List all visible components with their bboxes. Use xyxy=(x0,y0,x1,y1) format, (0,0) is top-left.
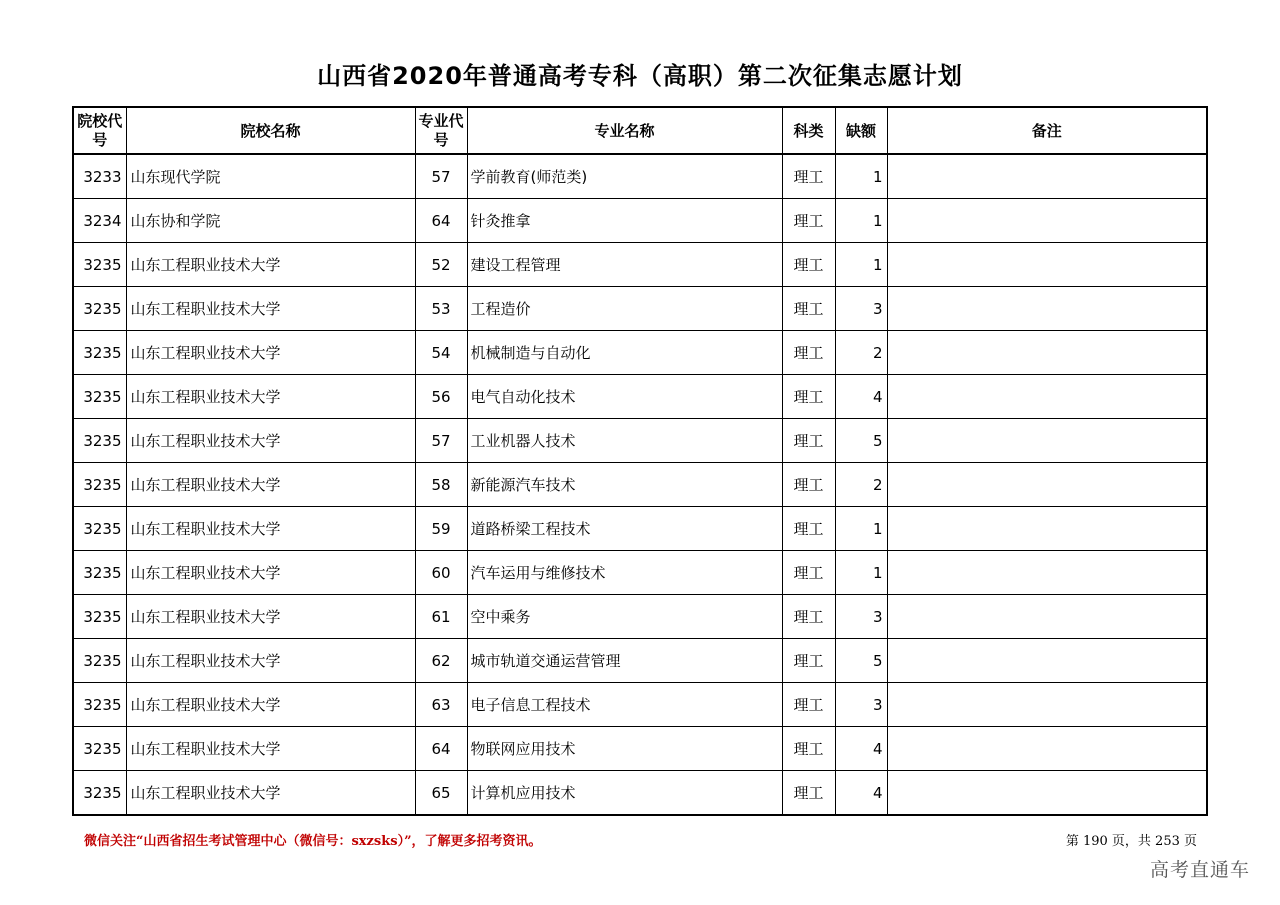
cell-note xyxy=(887,727,1207,771)
header-note: 备注 xyxy=(887,107,1207,154)
cell-school-name: 山东工程职业技术大学 xyxy=(126,507,415,551)
cell-major-name: 学前教育(师范类) xyxy=(467,154,782,199)
cell-school-name: 山东工程职业技术大学 xyxy=(126,595,415,639)
table-row xyxy=(73,375,1207,419)
table-row xyxy=(73,154,1207,199)
cell-quota: 4 xyxy=(835,375,887,419)
cell-school-code: 3235 xyxy=(73,639,126,683)
cell-quota: 3 xyxy=(835,287,887,331)
cell-category: 理工 xyxy=(782,375,835,419)
cell-major-code: 57 xyxy=(415,154,467,199)
cell-major-name: 建设工程管理 xyxy=(467,243,782,287)
cell-school-name: 山东工程职业技术大学 xyxy=(126,727,415,771)
cell-quota: 5 xyxy=(835,419,887,463)
cell-major-code: 54 xyxy=(415,331,467,375)
page-number: 第 190 页，共 253 页 xyxy=(1065,834,1197,849)
cell-school-name: 山东工程职业技术大学 xyxy=(126,419,415,463)
header-school-name: 院校名称 xyxy=(126,107,415,154)
cell-school-name: 山东协和学院 xyxy=(126,199,415,243)
table-header-row xyxy=(73,107,1207,154)
table-row xyxy=(73,463,1207,507)
cell-quota: 1 xyxy=(835,243,887,287)
cell-school-name: 山东现代学院 xyxy=(126,154,415,199)
page-title: 山西省2020年普通高考专科（高职）第二次征集志愿计划 xyxy=(317,62,963,90)
cell-category: 理工 xyxy=(782,595,835,639)
table-row xyxy=(73,419,1207,463)
cell-major-name: 工业机器人技术 xyxy=(467,419,782,463)
cell-school-code: 3235 xyxy=(73,243,126,287)
cell-major-code: 65 xyxy=(415,771,467,816)
cell-school-code: 3235 xyxy=(73,683,126,727)
cell-quota: 2 xyxy=(835,331,887,375)
cell-note xyxy=(887,331,1207,375)
cell-school-name: 山东工程职业技术大学 xyxy=(126,331,415,375)
cell-major-code: 58 xyxy=(415,463,467,507)
table-row xyxy=(73,595,1207,639)
table-row xyxy=(73,199,1207,243)
table-body xyxy=(73,154,1207,815)
table-row xyxy=(73,507,1207,551)
cell-note xyxy=(887,507,1207,551)
table-row xyxy=(73,683,1207,727)
cell-major-code: 62 xyxy=(415,639,467,683)
cell-school-name: 山东工程职业技术大学 xyxy=(126,771,415,816)
cell-school-code: 3235 xyxy=(73,331,126,375)
cell-school-name: 山东工程职业技术大学 xyxy=(126,375,415,419)
cell-school-code: 3235 xyxy=(73,507,126,551)
cell-note xyxy=(887,639,1207,683)
cell-major-name: 汽车运用与维修技术 xyxy=(467,551,782,595)
cell-note xyxy=(887,243,1207,287)
cell-quota: 4 xyxy=(835,771,887,816)
cell-category: 理工 xyxy=(782,463,835,507)
cell-note xyxy=(887,683,1207,727)
cell-note xyxy=(887,551,1207,595)
cell-note xyxy=(887,419,1207,463)
cell-major-name: 道路桥梁工程技术 xyxy=(467,507,782,551)
cell-quota: 1 xyxy=(835,507,887,551)
table-row xyxy=(73,287,1207,331)
cell-school-name: 山东工程职业技术大学 xyxy=(126,243,415,287)
cell-category: 理工 xyxy=(782,199,835,243)
cell-category: 理工 xyxy=(782,507,835,551)
cell-school-code: 3235 xyxy=(73,287,126,331)
header-major-name: 专业名称 xyxy=(467,107,782,154)
cell-quota: 1 xyxy=(835,551,887,595)
cell-note xyxy=(887,154,1207,199)
cell-category: 理工 xyxy=(782,551,835,595)
cell-school-name: 山东工程职业技术大学 xyxy=(126,683,415,727)
cell-major-name: 针灸推拿 xyxy=(467,199,782,243)
cell-major-code: 57 xyxy=(415,419,467,463)
cell-major-code: 59 xyxy=(415,507,467,551)
cell-major-name: 新能源汽车技术 xyxy=(467,463,782,507)
cell-major-code: 60 xyxy=(415,551,467,595)
cell-note xyxy=(887,595,1207,639)
footer-notice: 微信关注“山西省招生考试管理中心（微信号：sxzsks）”，了解更多招考资讯。 xyxy=(84,834,542,849)
table-row xyxy=(73,771,1207,816)
table-row xyxy=(73,243,1207,287)
cell-school-code: 3234 xyxy=(73,199,126,243)
cell-school-code: 3235 xyxy=(73,771,126,816)
cell-quota: 3 xyxy=(835,595,887,639)
table-row xyxy=(73,639,1207,683)
cell-school-code: 3235 xyxy=(73,463,126,507)
cell-category: 理工 xyxy=(782,771,835,816)
cell-quota: 5 xyxy=(835,639,887,683)
cell-major-name: 电气自动化技术 xyxy=(467,375,782,419)
cell-major-code: 64 xyxy=(415,727,467,771)
cell-note xyxy=(887,287,1207,331)
cell-major-code: 63 xyxy=(415,683,467,727)
cell-category: 理工 xyxy=(782,419,835,463)
cell-category: 理工 xyxy=(782,727,835,771)
cell-quota: 3 xyxy=(835,683,887,727)
cell-major-name: 机械制造与自动化 xyxy=(467,331,782,375)
cell-note xyxy=(887,463,1207,507)
table-row xyxy=(73,551,1207,595)
cell-category: 理工 xyxy=(782,243,835,287)
cell-note xyxy=(887,771,1207,816)
enrollment-plan-table xyxy=(72,106,1208,816)
cell-major-name: 电子信息工程技术 xyxy=(467,683,782,727)
cell-note xyxy=(887,199,1207,243)
cell-major-name: 城市轨道交通运营管理 xyxy=(467,639,782,683)
cell-category: 理工 xyxy=(782,287,835,331)
watermark-text: 高考直通车 xyxy=(1149,859,1250,881)
cell-school-code: 3235 xyxy=(73,375,126,419)
cell-major-name: 物联网应用技术 xyxy=(467,727,782,771)
cell-quota: 1 xyxy=(835,199,887,243)
cell-quota: 2 xyxy=(835,463,887,507)
cell-major-code: 61 xyxy=(415,595,467,639)
header-school-code: 院校代号 xyxy=(73,107,126,154)
cell-school-name: 山东工程职业技术大学 xyxy=(126,463,415,507)
cell-category: 理工 xyxy=(782,639,835,683)
cell-major-code: 64 xyxy=(415,199,467,243)
cell-school-code: 3235 xyxy=(73,419,126,463)
cell-school-name: 山东工程职业技术大学 xyxy=(126,287,415,331)
cell-major-name: 工程造价 xyxy=(467,287,782,331)
cell-major-code: 52 xyxy=(415,243,467,287)
cell-school-code: 3235 xyxy=(73,551,126,595)
cell-major-name: 计算机应用技术 xyxy=(467,771,782,816)
cell-major-code: 56 xyxy=(415,375,467,419)
cell-quota: 4 xyxy=(835,727,887,771)
cell-category: 理工 xyxy=(782,154,835,199)
header-category: 科类 xyxy=(782,107,835,154)
cell-school-name: 山东工程职业技术大学 xyxy=(126,639,415,683)
cell-category: 理工 xyxy=(782,683,835,727)
cell-school-code: 3235 xyxy=(73,727,126,771)
cell-major-name: 空中乘务 xyxy=(467,595,782,639)
cell-quota: 1 xyxy=(835,154,887,199)
table-row xyxy=(73,331,1207,375)
cell-school-code: 3233 xyxy=(73,154,126,199)
cell-school-code: 3235 xyxy=(73,595,126,639)
cell-major-code: 53 xyxy=(415,287,467,331)
header-major-code: 专业代号 xyxy=(415,107,467,154)
table-row xyxy=(73,727,1207,771)
header-quota: 缺额 xyxy=(835,107,887,154)
cell-category: 理工 xyxy=(782,331,835,375)
cell-school-name: 山东工程职业技术大学 xyxy=(126,551,415,595)
cell-note xyxy=(887,375,1207,419)
